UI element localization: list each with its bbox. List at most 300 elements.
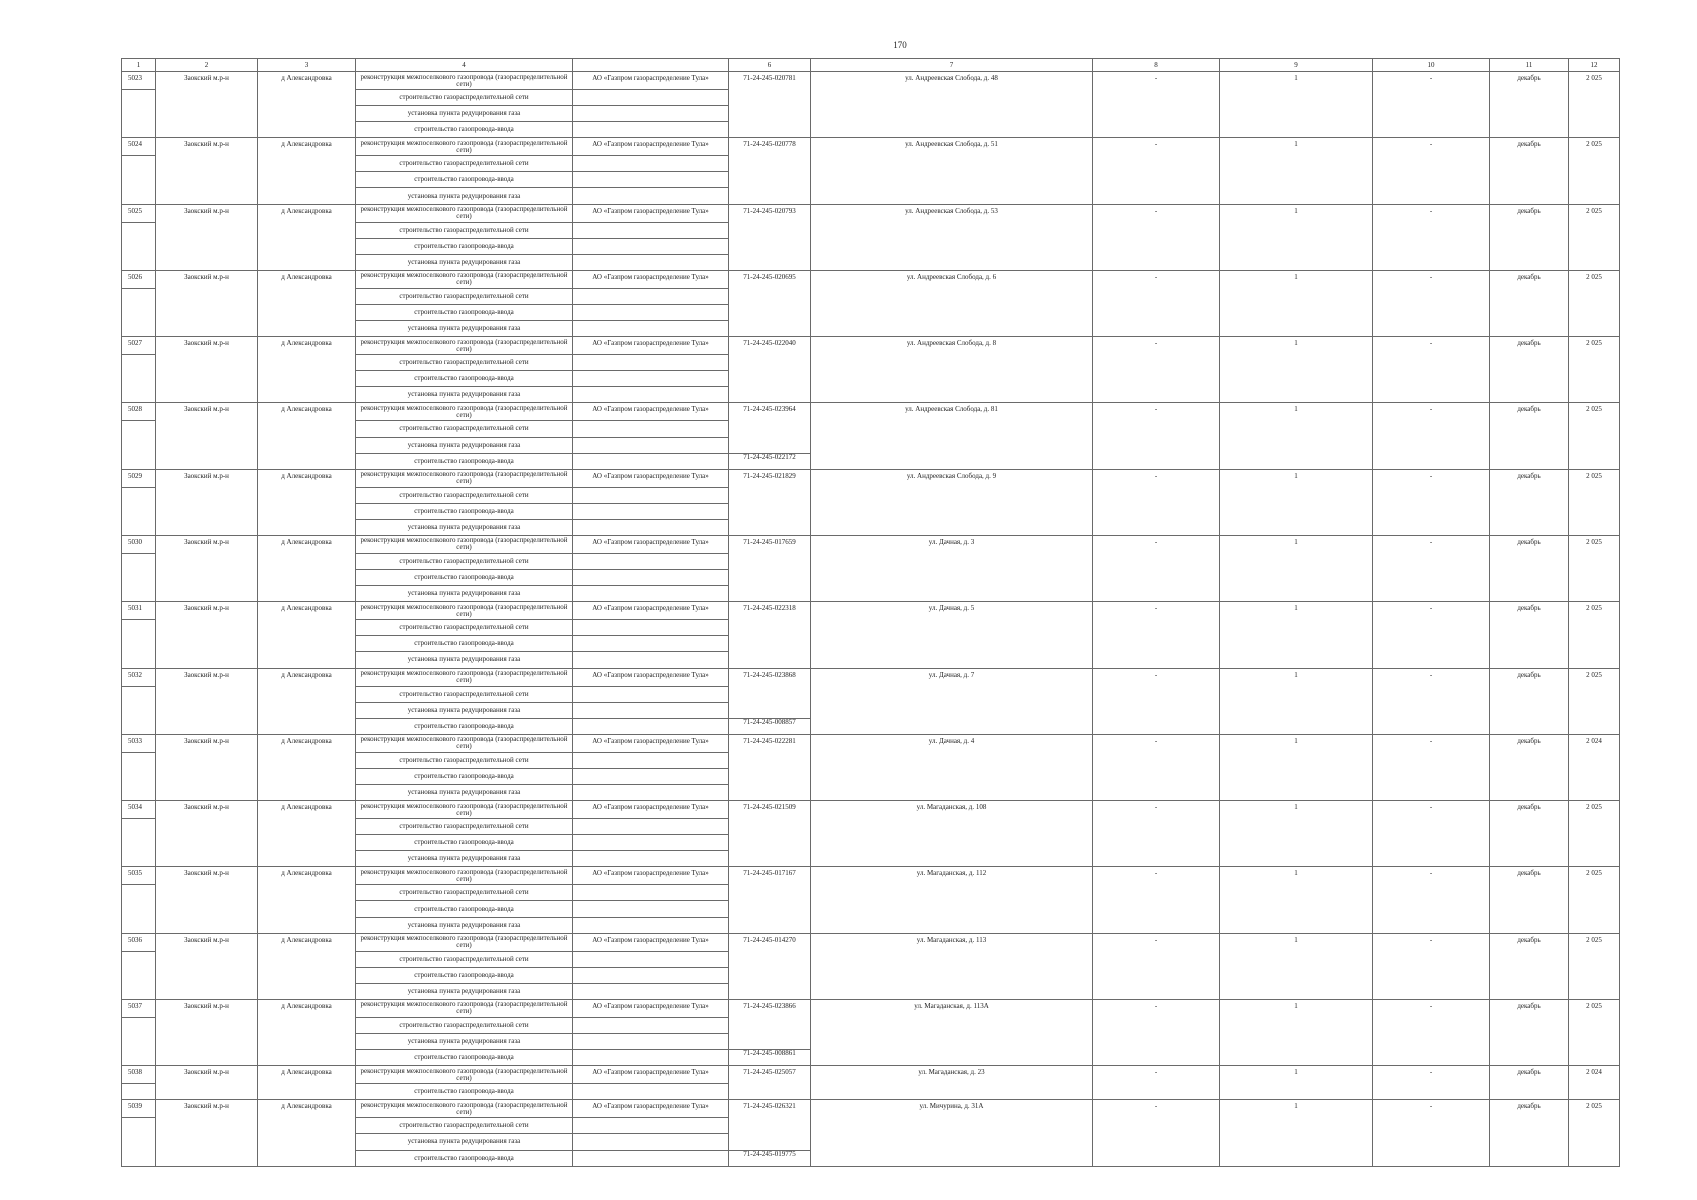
work-type-cell: реконструкция межпоселкового газопровода (газораспределительной сети) (356, 403, 573, 421)
month-cell: декабрь (1490, 337, 1569, 403)
operator-cell (573, 222, 729, 238)
work-type-cell: строительство газопровода-ввода (356, 304, 573, 320)
column-header: 7 (811, 59, 1093, 72)
operator-cell (573, 503, 729, 519)
settlement-cell: д Александровка (258, 403, 356, 469)
column-9-cell: 1 (1220, 403, 1373, 469)
column-10-cell: - (1373, 138, 1490, 204)
month-cell: декабрь (1490, 933, 1569, 999)
object-code-cell: 71-24-245-017659 (729, 535, 811, 601)
address-cell: ул. Андреевская Слобода, д. 9 (811, 469, 1093, 535)
operator-cell (573, 967, 729, 983)
operator-cell (573, 288, 729, 304)
work-type-cell: установка пункта редуцирования газа (356, 785, 573, 801)
table-row (122, 602, 1620, 620)
table-row (122, 72, 1620, 90)
row-number-continuation-cell (122, 1118, 156, 1166)
table-row (122, 999, 1620, 1017)
work-type-cell: установка пункта редуцирования газа (356, 983, 573, 999)
table-row (122, 668, 1620, 686)
column-header: 2 (156, 59, 258, 72)
work-type-cell: строительство газораспределительной сети (356, 686, 573, 702)
month-cell: декабрь (1490, 999, 1569, 1065)
row-number-continuation-cell (122, 487, 156, 535)
object-code-cell: 71-24-245-021829 (729, 469, 811, 535)
row-number-continuation-cell (122, 421, 156, 469)
settlement-cell: д Александровка (258, 1066, 356, 1100)
object-code-cell: 71-24-245-017167 (729, 867, 811, 933)
extra-object-code-cell: 71-24-245-022172 (729, 453, 811, 469)
column-header: 3 (258, 59, 356, 72)
operator-cell (573, 321, 729, 337)
address-cell: ул. Андреевская Слобода, д. 48 (811, 72, 1093, 138)
column-10-cell: - (1373, 867, 1490, 933)
address-cell: ул. Андреевская Слобода, д. 8 (811, 337, 1093, 403)
column-8-cell: - (1093, 535, 1220, 601)
operator-cell (573, 238, 729, 254)
settlement-cell: д Александровка (258, 535, 356, 601)
extra-object-code-cell: 71-24-245-008857 (729, 718, 811, 734)
settlement-cell: д Александровка (258, 867, 356, 933)
object-code-cell: 71-24-245-026321 (729, 1100, 811, 1150)
operator-cell (573, 1118, 729, 1134)
table-row (122, 801, 1620, 819)
work-type-cell: установка пункта редуцирования газа (356, 851, 573, 867)
operator-cell (573, 835, 729, 851)
month-cell: декабрь (1490, 469, 1569, 535)
settlement-cell: д Александровка (258, 138, 356, 204)
column-9-cell: 1 (1220, 535, 1373, 601)
operator-cell (573, 1134, 729, 1150)
column-8-cell: - (1093, 999, 1220, 1065)
row-number-cell: 5029 (122, 469, 156, 487)
object-code-cell: 71-24-245-020781 (729, 72, 811, 138)
object-code-cell: 71-24-245-022040 (729, 337, 811, 403)
district-cell: Заокский м.р-н (156, 337, 258, 403)
column-10-cell: - (1373, 933, 1490, 999)
table-row (122, 535, 1620, 553)
work-type-cell: реконструкция межпоселкового газопровода (газораспределительной сети) (356, 138, 573, 156)
operator-cell: АО «Газпром газораспределение Тула» (573, 933, 729, 951)
year-cell: 2 025 (1569, 602, 1620, 668)
month-cell: декабрь (1490, 1100, 1569, 1166)
column-10-cell: - (1373, 602, 1490, 668)
table-row (122, 270, 1620, 288)
operator-cell: АО «Газпром газораспределение Тула» (573, 469, 729, 487)
address-cell: ул. Магаданская, д. 108 (811, 801, 1093, 867)
operator-cell (573, 752, 729, 768)
operator-cell (573, 387, 729, 403)
column-header: 1 (122, 59, 156, 72)
column-10-cell: - (1373, 270, 1490, 336)
column-header: 9 (1220, 59, 1373, 72)
district-cell: Заокский м.р-н (156, 999, 258, 1065)
work-type-cell: установка пункта редуцирования газа (356, 1134, 573, 1150)
settlement-cell: д Александровка (258, 734, 356, 800)
operator-cell (573, 620, 729, 636)
extra-object-code-cell: 71-24-245-019775 (729, 1150, 811, 1166)
operator-cell: АО «Газпром газораспределение Тула» (573, 1100, 729, 1118)
year-cell: 2 025 (1569, 403, 1620, 469)
operator-cell (573, 983, 729, 999)
settlement-cell: д Александровка (258, 668, 356, 734)
row-number-continuation-cell (122, 752, 156, 800)
work-type-cell: установка пункта редуцирования газа (356, 917, 573, 933)
month-cell: декабрь (1490, 204, 1569, 270)
column-8-cell: - (1093, 270, 1220, 336)
district-cell: Заокский м.р-н (156, 1066, 258, 1100)
row-number-cell: 5039 (122, 1100, 156, 1118)
year-cell: 2 025 (1569, 204, 1620, 270)
column-8-cell: - (1093, 1100, 1220, 1166)
district-cell: Заокский м.р-н (156, 270, 258, 336)
object-code-cell: 71-24-245-022281 (729, 734, 811, 800)
row-number-continuation-cell (122, 355, 156, 403)
operator-cell (573, 188, 729, 204)
operator-cell: АО «Газпром газораспределение Тула» (573, 1066, 729, 1084)
operator-cell (573, 851, 729, 867)
column-number-header-row (122, 59, 1620, 72)
column-9-cell: 1 (1220, 801, 1373, 867)
column-9-cell: 1 (1220, 1066, 1373, 1100)
settlement-cell: д Александровка (258, 933, 356, 999)
work-type-cell: установка пункта редуцирования газа (356, 519, 573, 535)
operator-cell (573, 1050, 729, 1066)
column-9-cell: 1 (1220, 734, 1373, 800)
column-9-cell: 1 (1220, 999, 1373, 1065)
work-type-cell: реконструкция межпоселкового газопровода (газораспределительной сети) (356, 1066, 573, 1084)
column-10-cell: - (1373, 403, 1490, 469)
row-number-continuation-cell (122, 620, 156, 668)
address-cell: ул. Андреевская Слобода, д. 81 (811, 403, 1093, 469)
work-type-cell: строительство газопровода-ввода (356, 122, 573, 138)
register-body (122, 72, 1620, 1167)
work-type-cell: реконструкция межпоселкового газопровода (газораспределительной сети) (356, 602, 573, 620)
column-10-cell: - (1373, 204, 1490, 270)
year-cell: 2 025 (1569, 535, 1620, 601)
column-10-cell: - (1373, 1100, 1490, 1166)
operator-cell (573, 901, 729, 917)
row-number-cell: 5032 (122, 668, 156, 686)
month-cell: декабрь (1490, 867, 1569, 933)
column-10-cell: - (1373, 734, 1490, 800)
column-9-cell: 1 (1220, 270, 1373, 336)
column-9-cell: 1 (1220, 668, 1373, 734)
table-row (122, 867, 1620, 885)
address-cell: ул. Дачная, д. 4 (811, 734, 1093, 800)
work-type-cell: строительство газораспределительной сети (356, 487, 573, 503)
work-type-cell: установка пункта редуцирования газа (356, 387, 573, 403)
settlement-cell: д Александровка (258, 72, 356, 138)
object-code-cell: 71-24-245-014270 (729, 933, 811, 999)
column-8-cell: - (1093, 602, 1220, 668)
work-type-cell: строительство газопровода-ввода (356, 172, 573, 188)
district-cell: Заокский м.р-н (156, 403, 258, 469)
row-number-cell: 5037 (122, 999, 156, 1017)
month-cell: декабрь (1490, 668, 1569, 734)
work-type-cell: установка пункта редуцирования газа (356, 702, 573, 718)
settlement-cell: д Александровка (258, 204, 356, 270)
operator-cell (573, 702, 729, 718)
column-10-cell: - (1373, 801, 1490, 867)
row-number-cell: 5034 (122, 801, 156, 819)
work-type-cell: строительство газораспределительной сети (356, 819, 573, 835)
work-type-cell: реконструкция межпоселкового газопровода (газораспределительной сети) (356, 734, 573, 752)
year-cell: 2 025 (1569, 1100, 1620, 1166)
work-type-cell: установка пункта редуцирования газа (356, 586, 573, 602)
column-10-cell: - (1373, 999, 1490, 1065)
work-type-cell: строительство газопровода-ввода (356, 238, 573, 254)
operator-cell (573, 453, 729, 469)
work-type-cell: установка пункта редуцирования газа (356, 254, 573, 270)
column-8-cell: - (1093, 138, 1220, 204)
operator-cell (573, 106, 729, 122)
work-type-cell: строительство газораспределительной сети (356, 222, 573, 238)
column-8-cell: - (1093, 337, 1220, 403)
work-type-cell: строительство газораспределительной сети (356, 620, 573, 636)
row-number-cell: 5028 (122, 403, 156, 421)
work-type-cell: строительство газораспределительной сети (356, 288, 573, 304)
work-type-cell: реконструкция межпоселкового газопровода (газораспределительной сети) (356, 337, 573, 355)
object-code-cell: 71-24-245-020793 (729, 204, 811, 270)
table-row (122, 204, 1620, 222)
work-type-cell: установка пункта редуцирования газа (356, 321, 573, 337)
operator-cell (573, 1017, 729, 1033)
table-row (122, 403, 1620, 421)
year-cell: 2 025 (1569, 999, 1620, 1065)
column-8-cell: - (1093, 72, 1220, 138)
gasification-register-table (121, 58, 1620, 1167)
operator-cell (573, 785, 729, 801)
work-type-cell: строительство газопровода-ввода (356, 718, 573, 734)
column-8-cell: - (1093, 668, 1220, 734)
operator-cell (573, 718, 729, 734)
row-number-cell: 5023 (122, 72, 156, 90)
operator-cell (573, 586, 729, 602)
address-cell: ул. Дачная, д. 7 (811, 668, 1093, 734)
operator-cell (573, 254, 729, 270)
work-type-cell: реконструкция межпоселкового газопровода (газораспределительной сети) (356, 270, 573, 288)
work-type-cell: строительство газораспределительной сети (356, 421, 573, 437)
row-number-continuation-cell (122, 156, 156, 204)
row-number-cell: 5026 (122, 270, 156, 288)
row-number-cell: 5036 (122, 933, 156, 951)
column-10-cell: - (1373, 535, 1490, 601)
work-type-cell: реконструкция межпоселкового газопровода (газораспределительной сети) (356, 469, 573, 487)
work-type-cell: строительство газораспределительной сети (356, 951, 573, 967)
operator-cell (573, 885, 729, 901)
address-cell: ул. Дачная, д. 3 (811, 535, 1093, 601)
operator-cell (573, 487, 729, 503)
district-cell: Заокский м.р-н (156, 734, 258, 800)
year-cell: 2 025 (1569, 867, 1620, 933)
column-10-cell: - (1373, 72, 1490, 138)
extra-object-code-cell: 71-24-245-008861 (729, 1050, 811, 1066)
address-cell: ул. Дачная, д. 5 (811, 602, 1093, 668)
column-9-cell: 1 (1220, 469, 1373, 535)
operator-cell: АО «Газпром газораспределение Тула» (573, 535, 729, 553)
work-type-cell: строительство газораспределительной сети (356, 1118, 573, 1134)
work-type-cell: строительство газопровода-ввода (356, 768, 573, 784)
table-row (122, 469, 1620, 487)
column-9-cell: 1 (1220, 72, 1373, 138)
column-9-cell: 1 (1220, 602, 1373, 668)
settlement-cell: д Александровка (258, 270, 356, 336)
column-header: 8 (1093, 59, 1220, 72)
column-8-cell: - (1093, 867, 1220, 933)
district-cell: Заокский м.р-н (156, 1100, 258, 1166)
year-cell: 2 025 (1569, 138, 1620, 204)
operator-cell (573, 355, 729, 371)
work-type-cell: строительство газопровода-ввода (356, 503, 573, 519)
work-type-cell: строительство газопровода-ввода (356, 901, 573, 917)
district-cell: Заокский м.р-н (156, 72, 258, 138)
column-8-cell: - (1093, 801, 1220, 867)
month-cell: декабрь (1490, 270, 1569, 336)
operator-cell (573, 951, 729, 967)
column-9-cell: 1 (1220, 1100, 1373, 1166)
operator-cell: АО «Газпром газораспределение Тула» (573, 72, 729, 90)
year-cell: 2 024 (1569, 734, 1620, 800)
settlement-cell: д Александровка (258, 469, 356, 535)
district-cell: Заокский м.р-н (156, 602, 258, 668)
row-number-continuation-cell (122, 951, 156, 999)
column-10-cell: - (1373, 337, 1490, 403)
operator-cell: АО «Газпром газораспределение Тула» (573, 867, 729, 885)
operator-cell: АО «Газпром газораспределение Тула» (573, 403, 729, 421)
work-type-cell: строительство газопровода-ввода (356, 1084, 573, 1100)
month-cell: декабрь (1490, 734, 1569, 800)
address-cell: ул. Магаданская, д. 113 (811, 933, 1093, 999)
settlement-cell: д Александровка (258, 801, 356, 867)
work-type-cell: реконструкция межпоселкового газопровода (газораспределительной сети) (356, 535, 573, 553)
district-cell: Заокский м.р-н (156, 801, 258, 867)
month-cell: декабрь (1490, 138, 1569, 204)
column-9-cell: 1 (1220, 138, 1373, 204)
operator-cell: АО «Газпром газораспределение Тула» (573, 270, 729, 288)
column-10-cell: - (1373, 668, 1490, 734)
object-code-cell: 71-24-245-022318 (729, 602, 811, 668)
work-type-cell: строительство газораспределительной сети (356, 885, 573, 901)
month-cell: декабрь (1490, 801, 1569, 867)
row-number-cell: 5025 (122, 204, 156, 222)
operator-cell (573, 1150, 729, 1166)
column-9-cell: 1 (1220, 933, 1373, 999)
table-row (122, 1100, 1620, 1118)
work-type-cell: установка пункта редуцирования газа (356, 1034, 573, 1050)
work-type-cell: строительство газопровода-ввода (356, 636, 573, 652)
work-type-cell: реконструкция межпоселкового газопровода (газораспределительной сети) (356, 1100, 573, 1118)
year-cell: 2 025 (1569, 469, 1620, 535)
operator-cell: АО «Газпром газораспределение Тула» (573, 337, 729, 355)
column-8-cell: - (1093, 403, 1220, 469)
month-cell: декабрь (1490, 403, 1569, 469)
month-cell: декабрь (1490, 1066, 1569, 1100)
row-number-cell: 5033 (122, 734, 156, 752)
operator-cell (573, 1084, 729, 1100)
table-row (122, 1066, 1620, 1084)
operator-cell (573, 122, 729, 138)
address-cell: ул. Магаданская, д. 23 (811, 1066, 1093, 1100)
table-row (122, 933, 1620, 951)
column-8-cell: - (1093, 1066, 1220, 1100)
object-code-cell: 71-24-245-020778 (729, 138, 811, 204)
work-type-cell: строительство газопровода-ввода (356, 835, 573, 851)
work-type-cell: строительство газораспределительной сети (356, 752, 573, 768)
row-number-continuation-cell (122, 222, 156, 270)
address-cell: ул. Магаданская, д. 113А (811, 999, 1093, 1065)
operator-cell (573, 768, 729, 784)
column-header: 4 (356, 59, 573, 72)
row-number-continuation-cell (122, 686, 156, 734)
column-header (573, 59, 729, 72)
work-type-cell: реконструкция межпоселкового газопровода (газораспределительной сети) (356, 801, 573, 819)
year-cell: 2 025 (1569, 337, 1620, 403)
work-type-cell: строительство газораспределительной сети (356, 1017, 573, 1033)
work-type-cell: установка пункта редуцирования газа (356, 106, 573, 122)
row-number-cell: 5030 (122, 535, 156, 553)
work-type-cell: строительство газопровода-ввода (356, 1050, 573, 1066)
work-type-cell: установка пункта редуцирования газа (356, 437, 573, 453)
column-header: 10 (1373, 59, 1490, 72)
address-cell: ул. Андреевская Слобода, д. 53 (811, 204, 1093, 270)
settlement-cell: д Александровка (258, 602, 356, 668)
row-number-cell: 5035 (122, 867, 156, 885)
month-cell: декабрь (1490, 602, 1569, 668)
work-type-cell: строительство газораспределительной сети (356, 355, 573, 371)
work-type-cell: реконструкция межпоселкового газопровода (газораспределительной сети) (356, 933, 573, 951)
row-number-continuation-cell (122, 819, 156, 867)
operator-cell (573, 421, 729, 437)
column-10-cell: - (1373, 1066, 1490, 1100)
settlement-cell: д Александровка (258, 999, 356, 1065)
operator-cell (573, 156, 729, 172)
row-number-cell: 5027 (122, 337, 156, 355)
operator-cell: АО «Газпром газораспределение Тула» (573, 668, 729, 686)
row-number-continuation-cell (122, 553, 156, 601)
object-code-cell: 71-24-245-023964 (729, 403, 811, 453)
row-number-continuation-cell (122, 90, 156, 138)
operator-cell (573, 553, 729, 569)
operator-cell (573, 371, 729, 387)
table-row (122, 138, 1620, 156)
address-cell: ул. Андреевская Слобода, д. 51 (811, 138, 1093, 204)
column-8-cell: - (1093, 204, 1220, 270)
work-type-cell: строительство газопровода-ввода (356, 570, 573, 586)
year-cell: 2 025 (1569, 668, 1620, 734)
object-code-cell: 71-24-245-020695 (729, 270, 811, 336)
address-cell: ул. Андреевская Слобода, д. 6 (811, 270, 1093, 336)
row-number-cell: 5038 (122, 1066, 156, 1084)
work-type-cell: установка пункта редуцирования газа (356, 188, 573, 204)
object-code-cell: 71-24-245-021509 (729, 801, 811, 867)
object-code-cell: 71-24-245-023868 (729, 668, 811, 718)
column-8-cell: - (1093, 734, 1220, 800)
operator-cell (573, 1034, 729, 1050)
page-number: 170 (893, 40, 907, 50)
operator-cell (573, 519, 729, 535)
operator-cell (573, 172, 729, 188)
object-code-cell: 71-24-245-025057 (729, 1066, 811, 1100)
district-cell: Заокский м.р-н (156, 867, 258, 933)
table-row (122, 734, 1620, 752)
row-number-continuation-cell (122, 885, 156, 933)
column-header: 11 (1490, 59, 1569, 72)
row-number-cell: 5024 (122, 138, 156, 156)
column-8-cell: - (1093, 933, 1220, 999)
column-10-cell: - (1373, 469, 1490, 535)
object-code-cell: 71-24-245-023866 (729, 999, 811, 1049)
